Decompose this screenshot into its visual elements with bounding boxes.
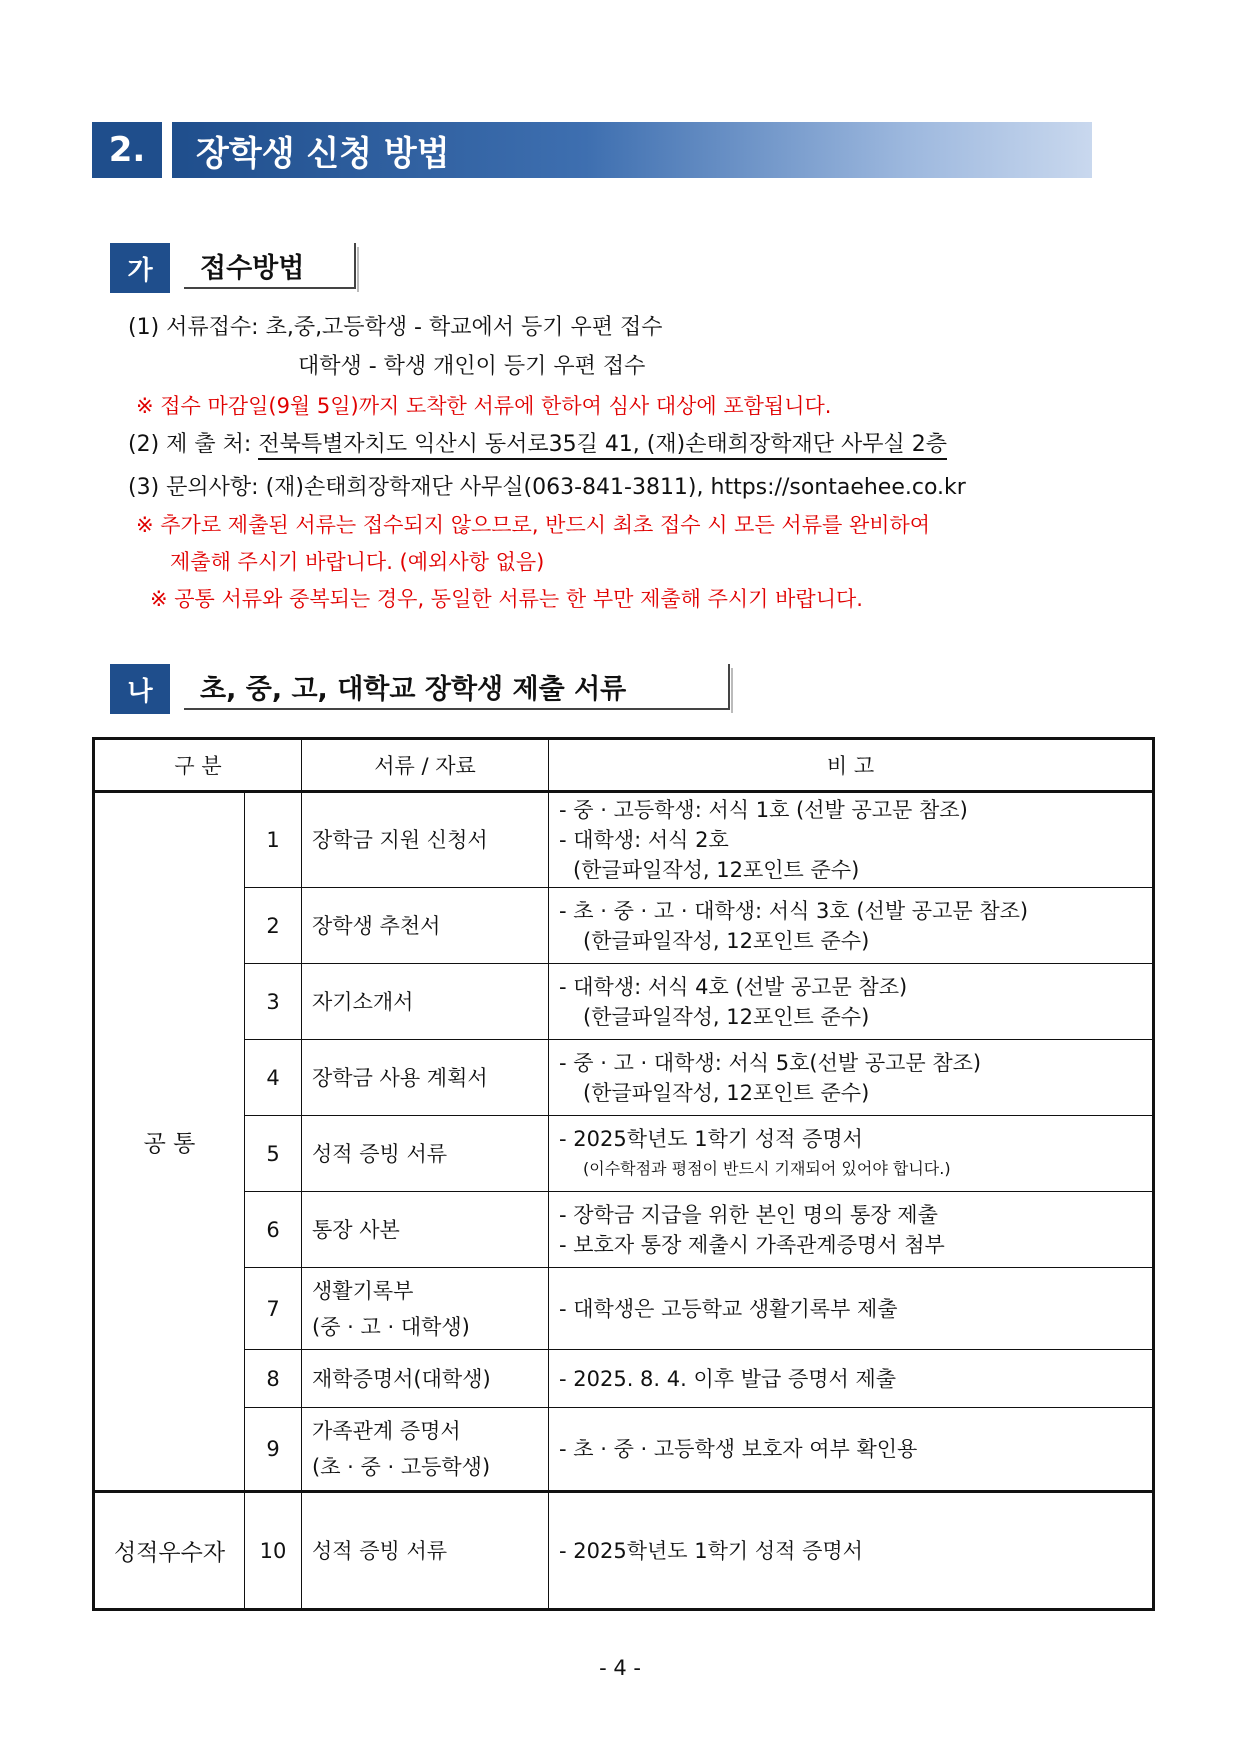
header-category: 구 분 [94, 739, 302, 792]
note-line: - 초 · 중 · 고 · 대학생: 서식 3호 (선발 공고문 참조) [559, 898, 1029, 923]
note-line: (한글파일작성, 12포인트 준수) [583, 928, 870, 953]
row-number: 10 [245, 1492, 302, 1610]
table-row [94, 1192, 1154, 1268]
header-note: 비 고 [549, 739, 1154, 792]
document-name: 장학금 지원 신청서 [302, 792, 549, 888]
row-number: 3 [245, 964, 302, 1040]
notice-duplicate: ※ 공통 서류와 중복되는 경우, 동일한 서류는 한 부만 제출해 주시기 바랍니다. [150, 587, 863, 611]
row-number: 9 [245, 1408, 302, 1492]
row-number: 1 [245, 792, 302, 888]
note-cell [549, 1040, 1154, 1116]
document-name: 장학생 추천서 [302, 888, 549, 964]
table-header-row [94, 739, 1154, 792]
document-name: 성적 증빙 서류 [302, 1492, 549, 1610]
submission-address [128, 427, 947, 458]
document-name [302, 1268, 549, 1350]
receipt-line-2: 대학생 - 학생 개인이 등기 우편 접수 [298, 354, 646, 379]
documents-table [92, 737, 1155, 1611]
note-line: - 대학생은 고등학교 생활기록부 제출 [559, 1296, 898, 1321]
page-number: - 4 - [599, 1656, 641, 1680]
note-cell [549, 1268, 1154, 1350]
category-common: 공 통 [94, 792, 245, 1492]
row-number: 5 [245, 1116, 302, 1192]
inquiry-line: (3) 문의사항: (재)손태희장학재단 사무실(063-841-3811), https://sontaehee.co.kr [128, 475, 966, 500]
document-name-line: 생활기록부 [312, 1278, 414, 1303]
document-name [302, 1408, 549, 1492]
note-cell [549, 888, 1154, 964]
table-row [94, 792, 1154, 888]
note-line: - 장학금 지급을 위한 본인 명의 통장 제출 [559, 1202, 938, 1227]
deadline-notice: ※ 접수 마감일(9월 5일)까지 도착한 서류에 한하여 심사 대상에 포함됩니다. [136, 394, 832, 418]
note-cell [549, 1116, 1154, 1192]
row-number: 4 [245, 1040, 302, 1116]
receipt-line-1: (1) 서류접수: 초,중,고등학생 - 학교에서 등기 우편 접수 [128, 315, 663, 340]
subsection-a-marker: 가 [110, 243, 170, 293]
note-cell [549, 964, 1154, 1040]
note-line: - 보호자 통장 제출시 가족관계증명서 첨부 [559, 1232, 945, 1257]
note-line: - 2025. 8. 4. 이후 발급 증명서 제출 [559, 1366, 897, 1391]
document-name: 성적 증빙 서류 [302, 1116, 549, 1192]
section-title: 장학생 신청 방법 [172, 122, 1092, 178]
row-number: 8 [245, 1350, 302, 1408]
table-row [94, 1040, 1154, 1116]
subsection-b-marker: 나 [110, 664, 170, 714]
section-number: 2. [92, 122, 162, 178]
note-cell [549, 1408, 1154, 1492]
note-line: (이수학점과 평점이 반드시 기재되어 있어야 합니다.) [583, 1158, 951, 1178]
table-row [94, 1116, 1154, 1192]
document-name-line: 가족관계 증명서 [312, 1419, 461, 1443]
note-cell [549, 1192, 1154, 1268]
note-line: (한글파일작성, 12포인트 준수) [583, 1080, 870, 1105]
document-name: 통장 사본 [302, 1192, 549, 1268]
notice-additional-1: ※ 추가로 제출된 서류는 접수되지 않으므로, 반드시 최초 접수 시 모든 서류를 완비하여 [136, 513, 931, 537]
table-row [94, 888, 1154, 964]
table-row [94, 1350, 1154, 1408]
note-cell [549, 792, 1154, 888]
row-number: 7 [245, 1268, 302, 1350]
table-row [94, 1408, 1154, 1492]
header-document: 서류 / 자료 [302, 739, 549, 792]
note-cell [549, 1492, 1154, 1610]
subsection-b-title: 초, 중, 고, 대학교 장학생 제출 서류 [184, 664, 730, 710]
note-line: - 2025학년도 1학기 성적 증명서 [559, 1126, 863, 1151]
note-line: - 대학생: 서식 2호 [559, 828, 729, 852]
notice-additional-2: 제출해 주시기 바랍니다. (예외사항 없음) [170, 550, 545, 574]
table-row [94, 1268, 1154, 1350]
note-line: - 초 · 중 · 고등학생 보호자 여부 확인용 [559, 1437, 918, 1461]
submission-label: (2) 제 출 처: [128, 432, 252, 457]
category-excellent: 성적우수자 [94, 1492, 245, 1610]
table-row [94, 1492, 1154, 1610]
document-name: 장학금 사용 계획서 [302, 1040, 549, 1116]
document-name: 재학증명서(대학생) [302, 1350, 549, 1408]
document-name-line: (중 · 고 · 대학생) [312, 1314, 470, 1339]
note-line: (한글파일작성, 12포인트 준수) [573, 858, 860, 882]
note-line: - 중 · 고등학생: 서식 1호 (선발 공고문 참조) [559, 798, 968, 822]
note-cell [549, 1350, 1154, 1408]
document-name: 자기소개서 [302, 964, 549, 1040]
note-line: (한글파일작성, 12포인트 준수) [583, 1004, 870, 1029]
table-row [94, 964, 1154, 1040]
note-line: - 2025학년도 1학기 성적 증명서 [559, 1538, 863, 1563]
subsection-a-title: 접수방법 [184, 243, 356, 289]
submission-address-value: 전북특별자치도 익산시 동서로35길 41, (재)손태희장학재단 사무실 2층 [258, 432, 947, 460]
row-number: 2 [245, 888, 302, 964]
note-line: - 중 · 고 · 대학생: 서식 5호(선발 공고문 참조) [559, 1050, 982, 1075]
row-number: 6 [245, 1192, 302, 1268]
document-name-line: (초 · 중 · 고등학생) [312, 1455, 491, 1479]
note-line: - 대학생: 서식 4호 (선발 공고문 참조) [559, 974, 908, 999]
